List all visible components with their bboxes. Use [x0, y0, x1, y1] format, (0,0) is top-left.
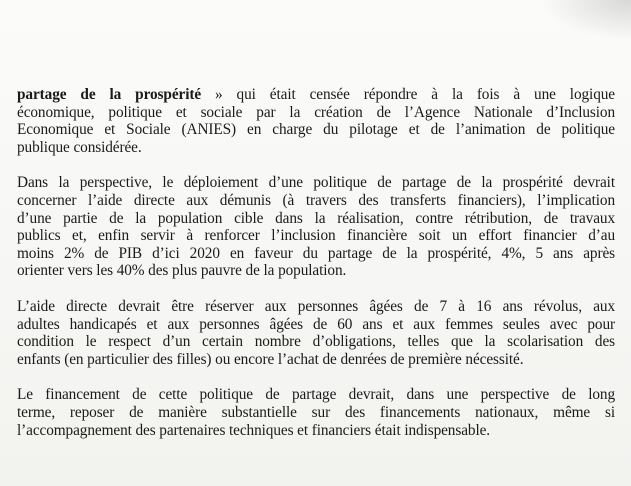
document-body [17, 86, 615, 457]
bold-term: partage de la prospérité [17, 86, 202, 103]
page-shadow [541, 0, 631, 40]
text-line: publique considérée. [17, 138, 142, 156]
text-line: Economique et Sociale (ANIES) en charge du pilotage et de l’animation de politique [17, 121, 615, 139]
text-line: adultes handicapés et aux personnes âgées de 60 ans et aux femmes seules avec pour [17, 315, 615, 333]
text-line: Dans la perspective, le déploiement d’une politique de partage de la prospérité devrait [17, 174, 615, 192]
text-line: l’accompagnement des partenaires techniques et financiers était indispensable. [17, 421, 491, 439]
text-line: L’aide directe devrait être réserver aux personnes âgées de 7 à 16 ans révolus, aux [17, 297, 615, 315]
text-line: enfants (en particulier des filles) ou encore l’achat de denrées de première nécessité. [17, 350, 524, 368]
text-line: orienter vers les 40% des plus pauvre de la population. [17, 262, 347, 280]
text-line: moins 2% de PIB d’ici 2020 en faveur du partage de la prospérité, 4%, 5 ans après [17, 244, 615, 262]
text-line: condition le respect d’un certain nombre d’obligations, telles que la scolarisation des [17, 333, 615, 351]
text-line: d’une partie de la population cible dans la réalisation, contre rétribution, de travaux [17, 209, 615, 227]
paragraph-2 [17, 174, 615, 280]
text-line: concerner l’aide directe aux démunis (à travers des transferts financiers), l’implication [17, 191, 615, 209]
paragraph-1 [17, 86, 615, 156]
text-line: terme, reposer de manière substantielle sur des financements nationaux, même si [17, 403, 615, 421]
paragraph-3 [17, 298, 615, 368]
text-line: Le financement de cette politique de partage devrait, dans une perspective de long [17, 386, 615, 404]
text-line: partage de la prospérité » qui était censée répondre à la fois à une logique [17, 86, 615, 103]
paragraph-4 [17, 386, 615, 439]
text-line: économique, politique et sociale par la création de l’Agence Nationale d’Inclusion [17, 103, 615, 121]
text-line: publics et, enfin servir à renforcer l’inclusion financière soit un effort financier d’au [17, 227, 615, 245]
